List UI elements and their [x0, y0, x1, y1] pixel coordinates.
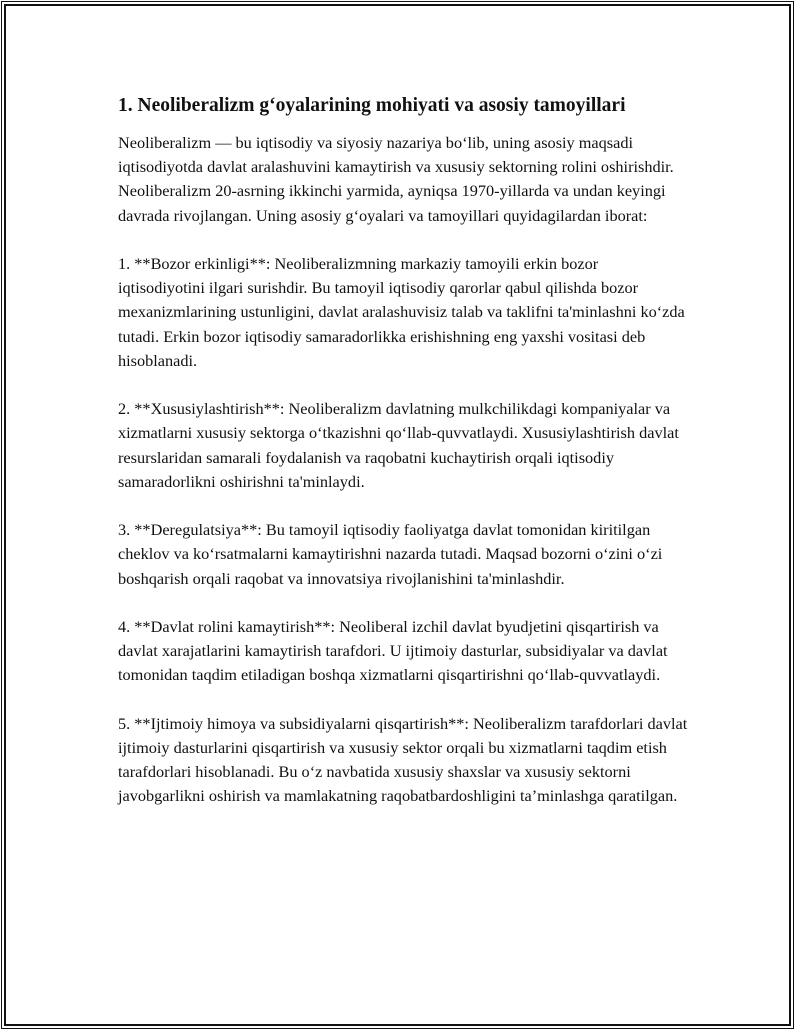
list-item-deregulatsiya: 3. **Deregulatsiya**: Bu tamoyil iqtisodiy faoliyatga davlat tomonidan kiritilgan cheklov va ko‘rsatmalarni kamaytirishni nazarda tutadi. Maqsad bozorni o‘zini o‘zi boshqarish orqali raqobat va innovatsiya rivojlanishini ta'minlashdir. [118, 520, 663, 588]
list-item-xususiylashtirish: 2. **Xususiylashtirish**: Neoliberalizm davlatning mulkchilikdagi kompaniyalar va xizmatlarni xususiy sektorga o‘tkazishni qo‘llab-quvvatlaydi. Xususiylashtirish davlat resurslaridan samarali foydalanish va raqobatni kuchaytirish orqali iqtisodiy samaradorlikni oshirishni ta'minlaydi. [118, 399, 679, 491]
document-title: 1. Neoliberalizm g‘oyalarining mohiyati va asosiy tamoyillari [118, 95, 626, 116]
intro-paragraph: Neoliberalizm — bu iqtisodiy va siyosiy nazariya bo‘lib, uning asosiy maqsadi iqtisodiyotda davlat aralashuvini kamaytirish va xususiy sektorning rolini oshirishdir. Neoliberalizm 20-asrning ikkinchi yarmida, ayniqsa 1970-yillarda va undan keyingi davrada rivojlangan. Uning asosiy g‘oyalari va tamoyillari quyidagilardan iborat: [118, 133, 674, 225]
list-item-davlat-rolini-kamaytirish: 4. **Davlat rolini kamaytirish**: Neoliberal izchil davlat byudjetini qisqartirish va davlat xarajatlarini kamaytirish tarafdori. U ijtimoiy dasturlar, subsidiyalar va davlat tomonidan taqdim etiladigan boshqa xizmatlarni qisqartirishni qo‘llab-quvvatlaydi. [118, 617, 668, 685]
list-item-bozor-erkinligi: 1. **Bozor erkinligi**: Neoliberalizmning markaziy tamoyili erkin bozor iqtisodiyotini ilgari surishdir. Bu tamoyil iqtisodiy qarorlar qabul qilishda bozor mexanizmlarining ustunligini, davlat aralashuvisiz talab va taklifni ta'minlashni ko‘zda tutadi. Erkin bozor iqtisodiy samaradorlikka erishishning eng yaxshi vositasi deb hisoblanadi. [118, 254, 685, 370]
document-body [118, 93, 688, 833]
list-item-ijtimoiy-himoya: 5. **Ijtimoiy himoya va subsidiyalarni qisqartirish**: Neoliberalizm tarafdorlari davlat ijtimoiy dasturlarini qisqartirish va xususiy sektor orqali bu xizmatlarni taqdim etish tarafdorlari hisoblanadi. Bu o‘z navbatida xususiy shaxslar va xususiy sektorni javobgarlikni oshirish va mamlakatning raqobatbardoshligini ta’minlashga qaratilgan. [118, 713, 688, 806]
